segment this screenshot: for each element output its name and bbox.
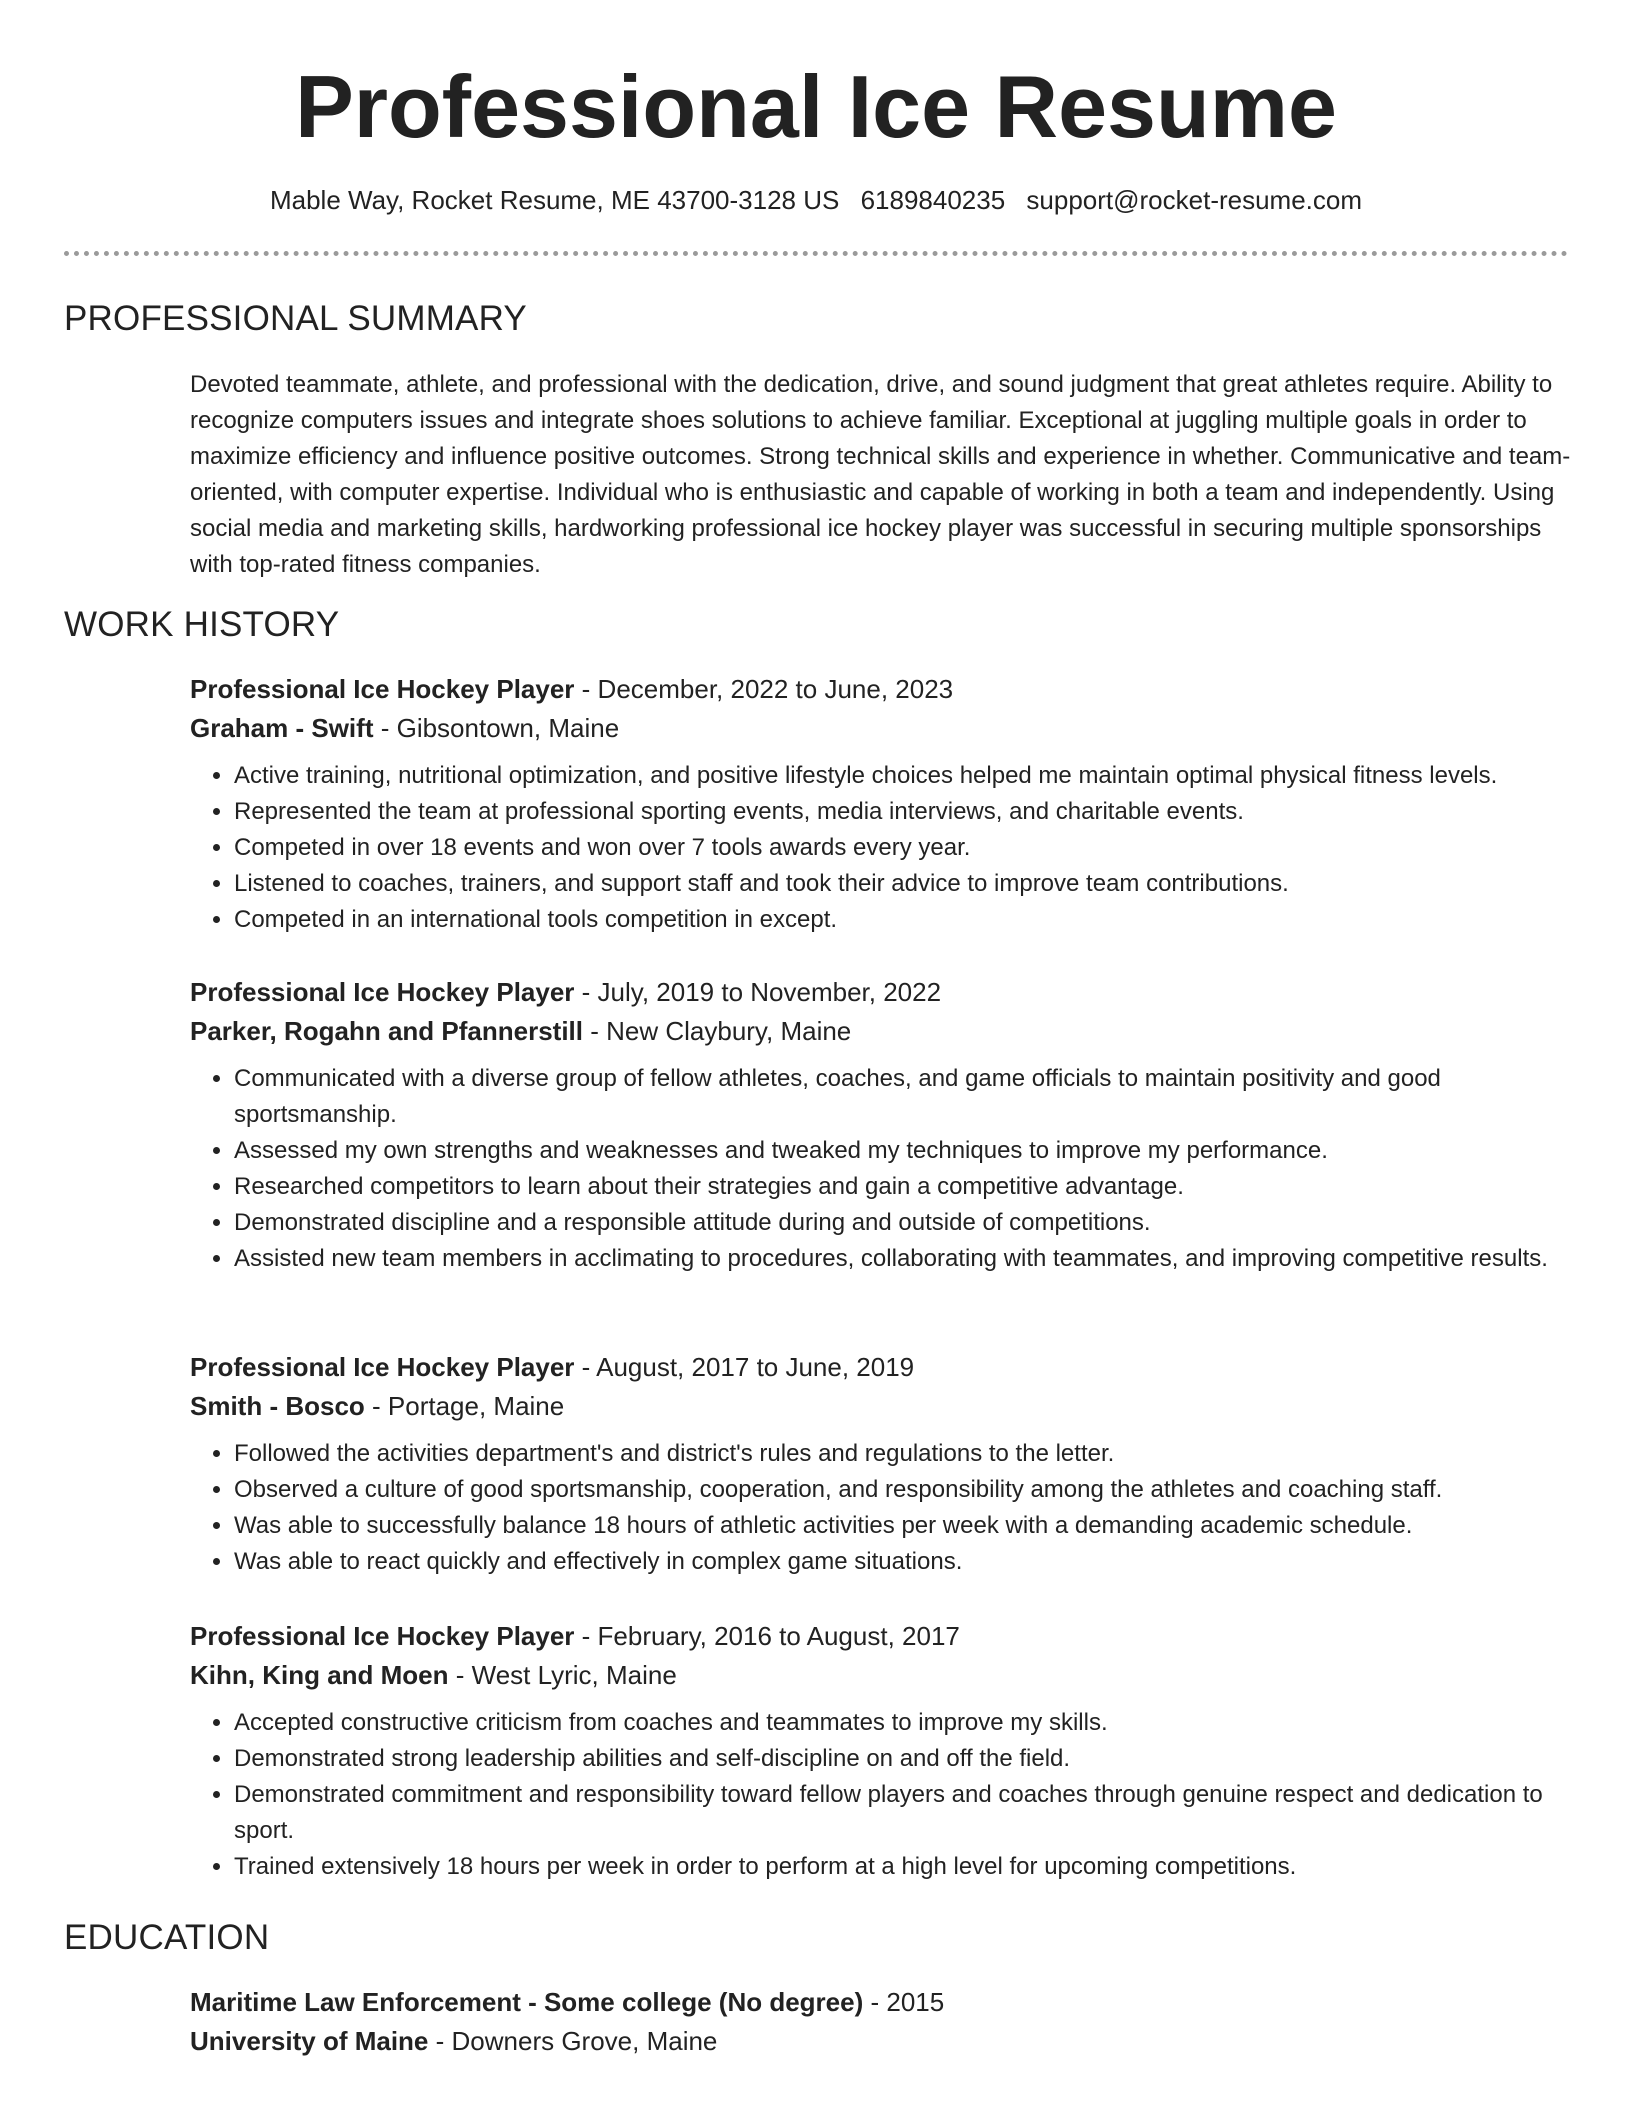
job-bullet: • Demonstrated strong leadership abilities and self-discipline on and off the field. [234,1741,1580,1777]
job-bullet: • Competed in over 18 events and won over 7 tools awards every year. [234,830,1580,866]
job-bullet: • Demonstrated discipline and a responsible attitude during and outside of competitions. [234,1205,1580,1241]
job-bullet: • Assisted new team members in acclimating to procedures, collaborating with teammates, and improving competitive results. [234,1241,1580,1277]
job-company: Graham - Swift [190,713,374,743]
job-company: Parker, Rogahn and Pfannerstill [190,1016,583,1046]
job-bullet: • Competed in an international tools competition in except. [234,902,1580,938]
job-entry [190,670,1580,938]
job-role: Professional Ice Hockey Player [190,1621,575,1651]
job-bullet: • Accepted constructive criticism from coaches and teammates to improve my skills. [234,1705,1580,1741]
contact-line [0,180,1632,220]
job-dates: - August, 2017 to June, 2019 [574,1352,915,1382]
job-company-line [190,1387,1580,1426]
job-bullet: • Trained extensively 18 hours per week in order to perform at a high level for upcoming competitions. [234,1849,1580,1885]
work-history-heading: WORK HISTORY [64,605,340,644]
job-bullet-list [190,758,1580,938]
job-role: Professional Ice Hockey Player [190,977,575,1007]
job-title-line [190,670,1580,709]
contact-email: support@rocket-resume.com [1026,185,1363,215]
job-role: Professional Ice Hockey Player [190,1352,575,1382]
job-entry [190,1617,1580,1885]
job-title-line [190,1348,1580,1387]
job-location: - New Claybury, Maine [583,1016,852,1046]
job-title-line [190,973,1580,1012]
job-company-line [190,1656,1580,1695]
job-bullet: • Communicated with a diverse group of fellow athletes, coaches, and game officials to maintain positivity and good sportsmanship. [234,1061,1580,1133]
job-bullet: • Represented the team at professional sporting events, media interviews, and charitable events. [234,794,1580,830]
job-bullet-list [190,1436,1580,1580]
job-title-line [190,1617,1580,1656]
job-role: Professional Ice Hockey Player [190,674,575,704]
job-bullet: • Was able to react quickly and effectively in complex game situations. [234,1544,1580,1580]
job-dates: - February, 2016 to August, 2017 [574,1621,960,1651]
education-school-line [190,2022,1580,2061]
summary-text: Devoted teammate, athlete, and professional with the dedication, drive, and sound judgment that great athletes require. Ability to recognize computers issues and integrate shoes solutions to achieve familiar. Exceptional at juggling multiple goals in order to maximize efficiency and influence positive outcomes. Strong technical skills and experience in whether. Communicative and team-oriented, with computer expertise. Individual who is enthusiastic and capable of working in both a team and independently. Using social media and marketing skills, hardworking professional ice hockey player was successful in securing multiple sponsorships with top-rated fitness companies. [190,371,1571,578]
contact-address: Mable Way, Rocket Resume, ME 43700-3128 US [269,185,840,215]
education-year: - 2015 [863,1987,945,2017]
job-bullet: • Assessed my own strengths and weaknesses and tweaked my techniques to improve my performance. [234,1133,1580,1169]
job-bullet-list [190,1705,1580,1885]
education-heading: EDUCATION [64,1918,270,1957]
education-degree: Maritime Law Enforcement - Some college (No degree) [190,1987,864,2017]
job-bullet: • Followed the activities department's and district's rules and regulations to the letter. [234,1436,1580,1472]
job-dates: - December, 2022 to June, 2023 [574,674,954,704]
job-dates: - July, 2019 to November, 2022 [574,977,942,1007]
job-location: - West Lyric, Maine [448,1660,677,1690]
job-bullet: • Researched competitors to learn about their strategies and gain a competitive advantage. [234,1169,1580,1205]
job-location: - Gibsontown, Maine [373,713,620,743]
education-school: University of Maine [190,2026,429,2056]
education-location: - Downers Grove, Maine [428,2026,718,2056]
education-entry [190,1983,1580,2061]
job-bullet: • Listened to coaches, trainers, and support staff and took their advice to improve team contributions. [234,866,1580,902]
contact-phone: 6189840235 [860,185,1006,215]
header-divider [64,251,1568,256]
job-bullet-list [190,1061,1580,1277]
summary-heading: PROFESSIONAL SUMMARY [64,299,527,338]
job-company-line [190,1012,1580,1051]
job-company-line [190,709,1580,748]
job-location: - Portage, Maine [364,1391,565,1421]
job-bullet: • Was able to successfully balance 18 hours of athletic activities per week with a demanding academic schedule. [234,1508,1580,1544]
job-company: Smith - Bosco [190,1391,365,1421]
education-degree-line [190,1983,1580,2022]
job-bullet: • Demonstrated commitment and responsibility toward fellow players and coaches through genuine respect and dedication to sport. [234,1777,1580,1849]
resume-name: Professional Ice Resume [295,57,1337,156]
job-entry [190,973,1580,1277]
job-entry [190,1348,1580,1580]
job-company: Kihn, King and Moen [190,1660,449,1690]
job-bullet: • Active training, nutritional optimization, and positive lifestyle choices helped me maintain optimal physical fitness levels. [234,758,1580,794]
job-bullet: • Observed a culture of good sportsmanship, cooperation, and responsibility among the athletes and coaching staff. [234,1472,1580,1508]
